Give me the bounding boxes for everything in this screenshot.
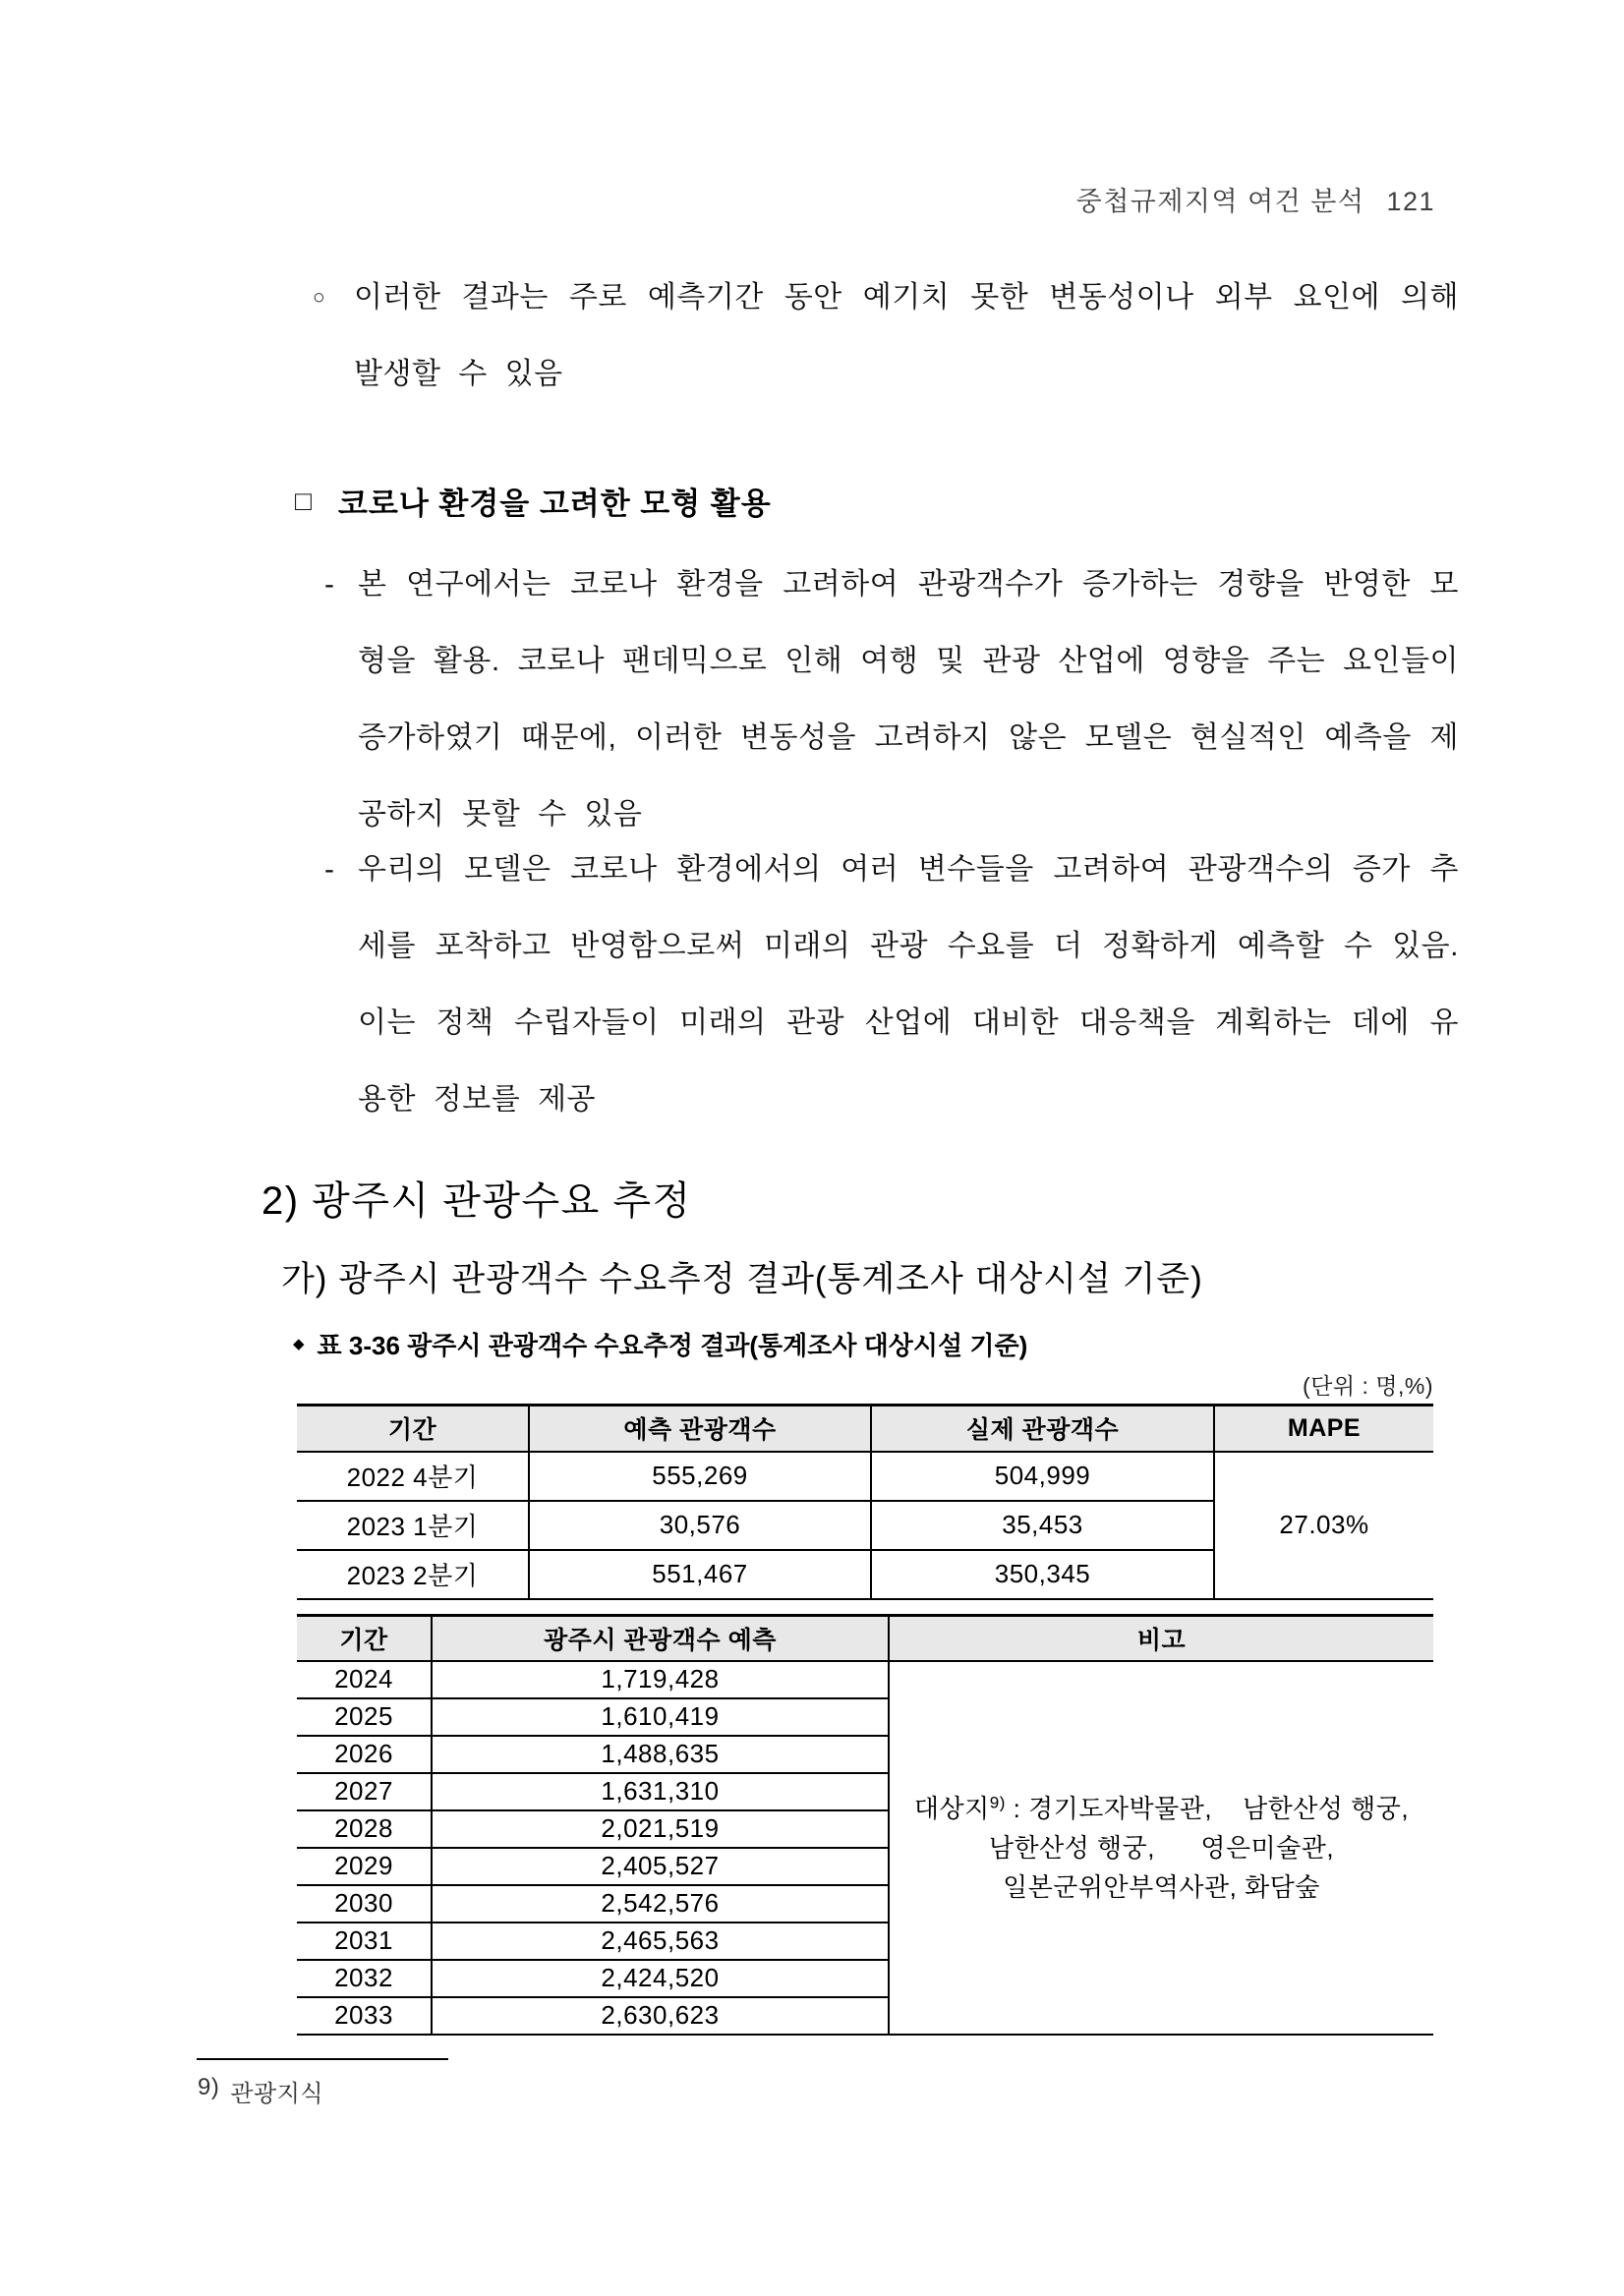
table-row bbox=[297, 1452, 1433, 1501]
unit-note: (단위 : 명,%) bbox=[1303, 1373, 1433, 1399]
footnote bbox=[198, 2074, 323, 2108]
remark-text bbox=[890, 1789, 1433, 1907]
paragraph-2 bbox=[324, 832, 1459, 1138]
square-bullet-marker: □ bbox=[295, 485, 313, 516]
cell-projection: 1,719,428 bbox=[432, 1661, 889, 1698]
cell-projection: 1,488,635 bbox=[432, 1736, 889, 1773]
covid-model-heading-text: 코로나 환경을 고려한 모형 활용 bbox=[337, 487, 772, 521]
forecast-accuracy-table bbox=[297, 1404, 1433, 1600]
cell-projection: 1,631,310 bbox=[432, 1773, 889, 1810]
cell-actual: 350,345 bbox=[871, 1550, 1214, 1599]
header-cell-mape: MAPE bbox=[1214, 1406, 1433, 1452]
forecast-projection-table bbox=[297, 1614, 1433, 2036]
cell-projection: 2,542,576 bbox=[432, 1885, 889, 1923]
cell-year: 2032 bbox=[297, 1960, 432, 1997]
cell-projection: 2,465,563 bbox=[432, 1923, 889, 1960]
running-title: 중첩규제지역 여건 분석 bbox=[1075, 187, 1365, 216]
header-cell-period: 기간 bbox=[297, 1616, 432, 1661]
table-row bbox=[297, 1661, 1433, 1698]
header-cell-period: 기간 bbox=[297, 1406, 529, 1452]
cell-year: 2027 bbox=[297, 1773, 432, 1810]
remark-label: 대상지 bbox=[913, 1793, 990, 1823]
subsection-title: 가) 광주시 관광객수 수요추정 결과(통계조사 대상시설 기준) bbox=[281, 1260, 1203, 1298]
cell-period: 2022 4분기 bbox=[346, 1463, 479, 1492]
cell-projection: 2,630,623 bbox=[432, 1997, 889, 2035]
remark-line-2: 남한산성 행궁, 영은미술관, bbox=[988, 1832, 1335, 1863]
remark-line-3: 일본군위안부역사관, 화담숲 bbox=[1003, 1871, 1320, 1902]
cell-year: 2029 bbox=[297, 1848, 432, 1885]
circle-bullet-marker: ○ bbox=[313, 286, 325, 309]
diamond-marker: ◆ bbox=[293, 1335, 305, 1352]
cell-year: 2026 bbox=[297, 1736, 432, 1773]
dash-bullet-marker: - bbox=[324, 568, 334, 601]
table-header-row bbox=[297, 1616, 1433, 1661]
page-number: 121 bbox=[1386, 187, 1435, 216]
header-cell-remark: 비고 bbox=[889, 1616, 1433, 1661]
bullet-item bbox=[313, 259, 1459, 413]
cell-forecast: 30,576 bbox=[529, 1501, 871, 1550]
cell-projection: 1,610,419 bbox=[432, 1698, 889, 1736]
table-header-row bbox=[297, 1406, 1433, 1452]
cell-period: 2023 1분기 bbox=[297, 1501, 529, 1550]
cell-projection: 2,405,527 bbox=[432, 1848, 889, 1885]
cell-projection: 2,424,520 bbox=[432, 1960, 889, 1997]
dash-bullet-marker: - bbox=[324, 853, 334, 886]
cell-forecast: 555,269 bbox=[529, 1452, 871, 1501]
covid-model-heading bbox=[295, 479, 772, 523]
cell-year: 2031 bbox=[297, 1923, 432, 1960]
footnote-marker: 9) bbox=[198, 2074, 220, 2100]
header-cell-projection: 광주시 관광객수 예측 bbox=[432, 1616, 889, 1661]
footnote-separator bbox=[197, 2058, 448, 2060]
cell-projection: 2,021,519 bbox=[432, 1810, 889, 1848]
header-cell-actual: 실제 관광객수 bbox=[871, 1406, 1214, 1452]
cell-year: 2033 bbox=[297, 1997, 432, 2035]
table-caption bbox=[293, 1326, 1027, 1362]
paragraph-2-text: 우리의 모델은 코로나 환경에서의 여러 변수들을 고려하여 관광객수의 증가 추세를 포착하고 반영함으로써 미래의 관광 수요를 더 정확하게 예측할 수 있음. 이는 정책 수립자들이 미래의 관광 산업에 대비한 대응책을 계획하는 데에 유용한 정보를 제공 bbox=[358, 853, 1459, 1116]
cell-year: 2030 bbox=[297, 1885, 432, 1923]
bullet-text: 이러한 결과는 주로 예측기간 동안 예기치 못한 변동성이나 외부 요인에 의해 발생할 수 있음 bbox=[354, 281, 1459, 390]
cell-year: 2024 bbox=[334, 1664, 393, 1693]
cell-mape-merged: 27.03% bbox=[1214, 1452, 1433, 1599]
cell-period: 2023 2분기 bbox=[297, 1550, 529, 1599]
footnote-ref: 9) bbox=[989, 1792, 1006, 1811]
cell-year: 2025 bbox=[297, 1698, 432, 1736]
cell-actual: 504,999 bbox=[871, 1452, 1214, 1501]
cell-actual: 35,453 bbox=[871, 1501, 1214, 1550]
section-title: 2) 광주시 관광수요 추정 bbox=[261, 1179, 692, 1223]
page-header bbox=[1076, 180, 1435, 218]
remark-line-1-rest: : 경기도자박물관, 남한산성 행궁, bbox=[1005, 1793, 1410, 1823]
cell-remark-merged bbox=[889, 1661, 1433, 2035]
paragraph-1-text: 본 연구에서는 코로나 환경을 고려하여 관광객수가 증가하는 경향을 반영한 모형을 활용. 코로나 팬데믹으로 인해 여행 및 관광 산업에 영향을 주는 요인들이 증가하였기 때문에, 이러한 변동성을 고려하지 않은 모델은 현실적인 예측을 제공하지 못할 수 있음 bbox=[358, 568, 1459, 831]
remark-line-1 bbox=[890, 1789, 1433, 1828]
cell-year: 2028 bbox=[297, 1810, 432, 1848]
cell-forecast: 551,467 bbox=[529, 1550, 871, 1599]
paragraph-1 bbox=[324, 546, 1459, 853]
footnote-text: 관광지식 bbox=[230, 2081, 324, 2107]
header-cell-forecast: 예측 관광객수 bbox=[529, 1406, 871, 1452]
table-caption-text: 표 3-36 광주시 관광객수 수요추정 결과(통계조사 대상시설 기준) bbox=[317, 1331, 1028, 1360]
